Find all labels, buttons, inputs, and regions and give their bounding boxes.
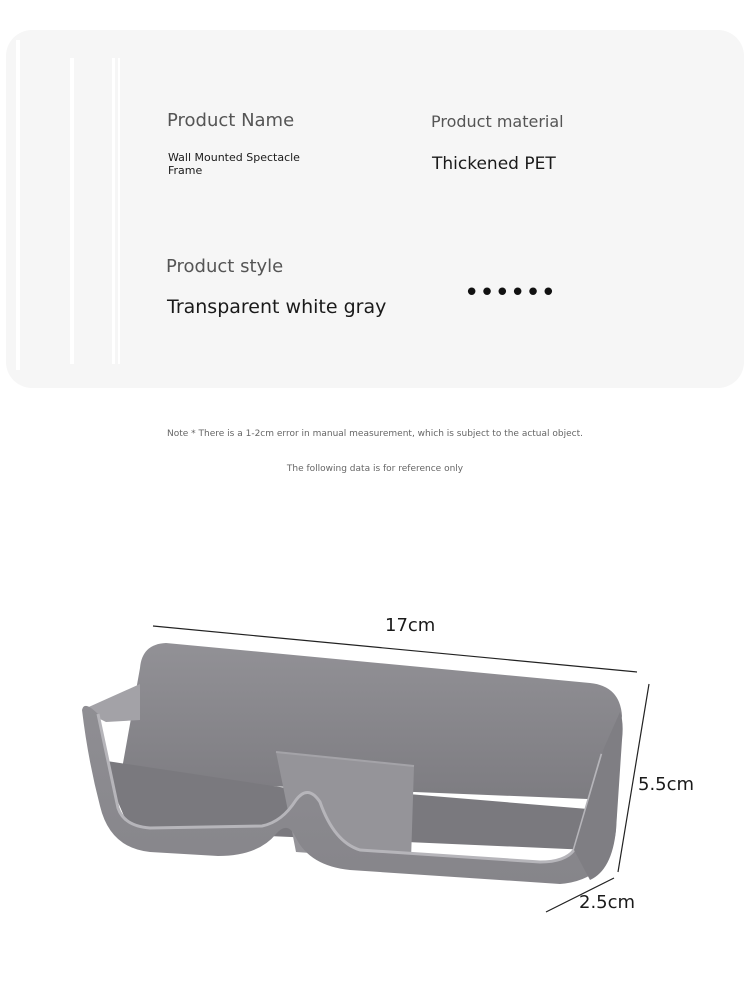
length-label: 17cm	[385, 615, 436, 636]
spec-card	[6, 30, 744, 388]
decorative-line	[112, 58, 115, 364]
product-name-value: Wall Mounted Spectacle Frame	[168, 151, 300, 177]
measurement-note: Note * There is a 1-2cm error in manual measurement, which is subject to the actual object.	[167, 429, 583, 439]
product-material-value: Thickened PET	[432, 154, 556, 174]
height-label: 5.5cm	[638, 774, 695, 795]
product-name-label: Product Name	[167, 110, 295, 131]
product-style-label: Product style	[166, 256, 284, 277]
more-dots: ••••••	[464, 278, 557, 308]
decorative-line	[70, 58, 74, 364]
decorative-line	[16, 40, 20, 370]
decorative-line	[118, 58, 120, 364]
reference-note: The following data is for reference only	[286, 464, 464, 474]
product-style-value: Transparent white gray	[167, 296, 387, 318]
product-material-label: Product material	[431, 112, 564, 131]
product-illustration	[0, 560, 750, 1000]
depth-label: 2.5cm	[579, 892, 636, 913]
